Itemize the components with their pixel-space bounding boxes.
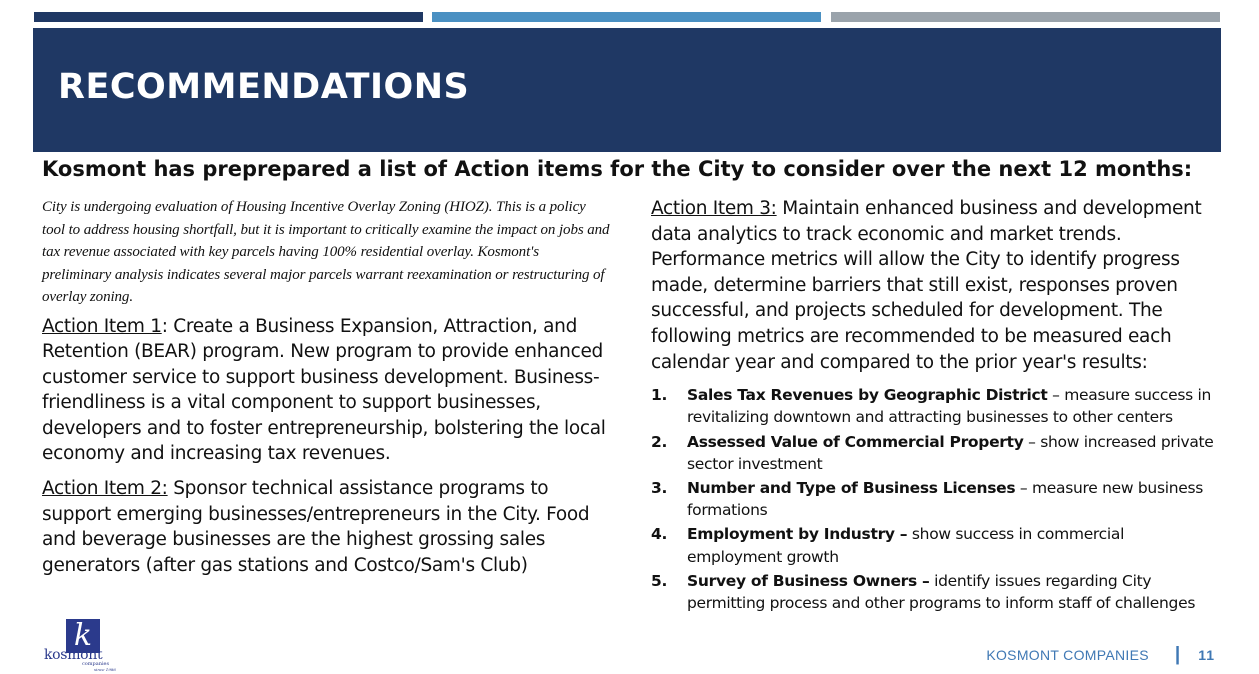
metric-description: – measure new business formations (687, 478, 1204, 520)
footer-separator: | (1174, 644, 1181, 665)
title-banner (33, 28, 1221, 152)
action-item-3-text: Maintain enhanced business and development data analytics to track economic and market trends. Performance metrics will allow the City to identify progress made, determine barriers that still exist, responses proven successful, and projects scheduled for development. The following metrics are recommended to be measured each calendar year and compared to the prior year's results: (651, 198, 1202, 373)
metric-item (651, 523, 1221, 567)
metric-title: Survey of Business Owners – (687, 571, 930, 590)
logo-since: since 1986 (94, 667, 116, 672)
accent-bar-dark (34, 12, 423, 22)
logo-wordmark: kosmont (44, 647, 103, 663)
slide-subtitle: Kosmont has preprepared a list of Action items for the City to consider over the next 12 months: (42, 157, 1193, 181)
action-item-1-text: : Create a Business Expansion, Attraction, and Retention (BEAR) program. New program to provide enhanced customer service to support business development. Business-friendliness is a vital component to support businesses, developers and to foster entrepreneurship, bolstering the local economy and increasing tax revenues. (42, 315, 606, 465)
logo-subtext: companies (82, 661, 110, 667)
intro-paragraph: City is undergoing evaluation of Housing Incentive Overlay Zoning (HIOZ). This is a policy tool to address housing shortfall, but it is important to critically examine the impact on jobs and tax revenue associated with key parcels having 100% residential overlay. Kosmont's preliminary analysis indicates several major parcels warrant reexamination or restructuring of overlay zoning. (42, 199, 610, 305)
slide-footer (986, 644, 1215, 666)
metric-item (651, 570, 1221, 614)
action-item-1 (42, 314, 610, 468)
right-column (651, 196, 1221, 616)
accent-bar-gray (831, 12, 1220, 22)
action-item-1-label: Action Item 1 (42, 315, 162, 337)
metric-title: Employment by Industry – (687, 525, 908, 544)
footer-company: KOSMONT COMPANIES (986, 647, 1149, 663)
accent-bar-blue (432, 12, 821, 22)
metric-item (651, 384, 1221, 428)
metric-title: Number and Type of Business Licenses (687, 478, 1016, 497)
metric-item (651, 477, 1221, 521)
metric-item (651, 431, 1221, 475)
metric-description: – show increased private sector investment (687, 432, 1214, 473)
action-item-2-text: Sponsor technical assistance programs to support emerging businesses/entrepreneurs in the City. Food and beverage businesses are the highest grossing sales generators (after gas stations and Costco/Sam's Club) (42, 478, 590, 576)
action-item-3-label: Action Item 3: (651, 198, 777, 219)
metric-description: – measure success in revitalizing downtown and attracting businesses to other centers (687, 386, 1212, 427)
metric-title: Assessed Value of Commercial Property (687, 432, 1024, 451)
left-column (42, 196, 610, 587)
action-item-2 (42, 476, 610, 578)
metric-number: 1. (651, 386, 668, 405)
metric-title: Sales Tax Revenues by Geographic District (687, 386, 1048, 405)
metric-number: 5. (651, 571, 668, 590)
metric-description: show success in commercial employment growth (687, 525, 1125, 566)
action-item-3 (651, 196, 1221, 375)
page-number: 11 (1198, 647, 1215, 663)
metric-number: 3. (651, 478, 668, 497)
metric-number: 4. (651, 525, 668, 544)
metrics-list (651, 384, 1221, 614)
slide-title: RECOMMENDATIONS (58, 67, 470, 107)
kosmont-logo (44, 617, 116, 673)
metric-number: 2. (651, 432, 668, 451)
metric-description: identify issues regarding City permitting process and other programs to inform staff of challenges (687, 571, 1196, 612)
logo-mark: k (66, 619, 100, 653)
action-item-2-label: Action Item 2: (42, 478, 168, 500)
